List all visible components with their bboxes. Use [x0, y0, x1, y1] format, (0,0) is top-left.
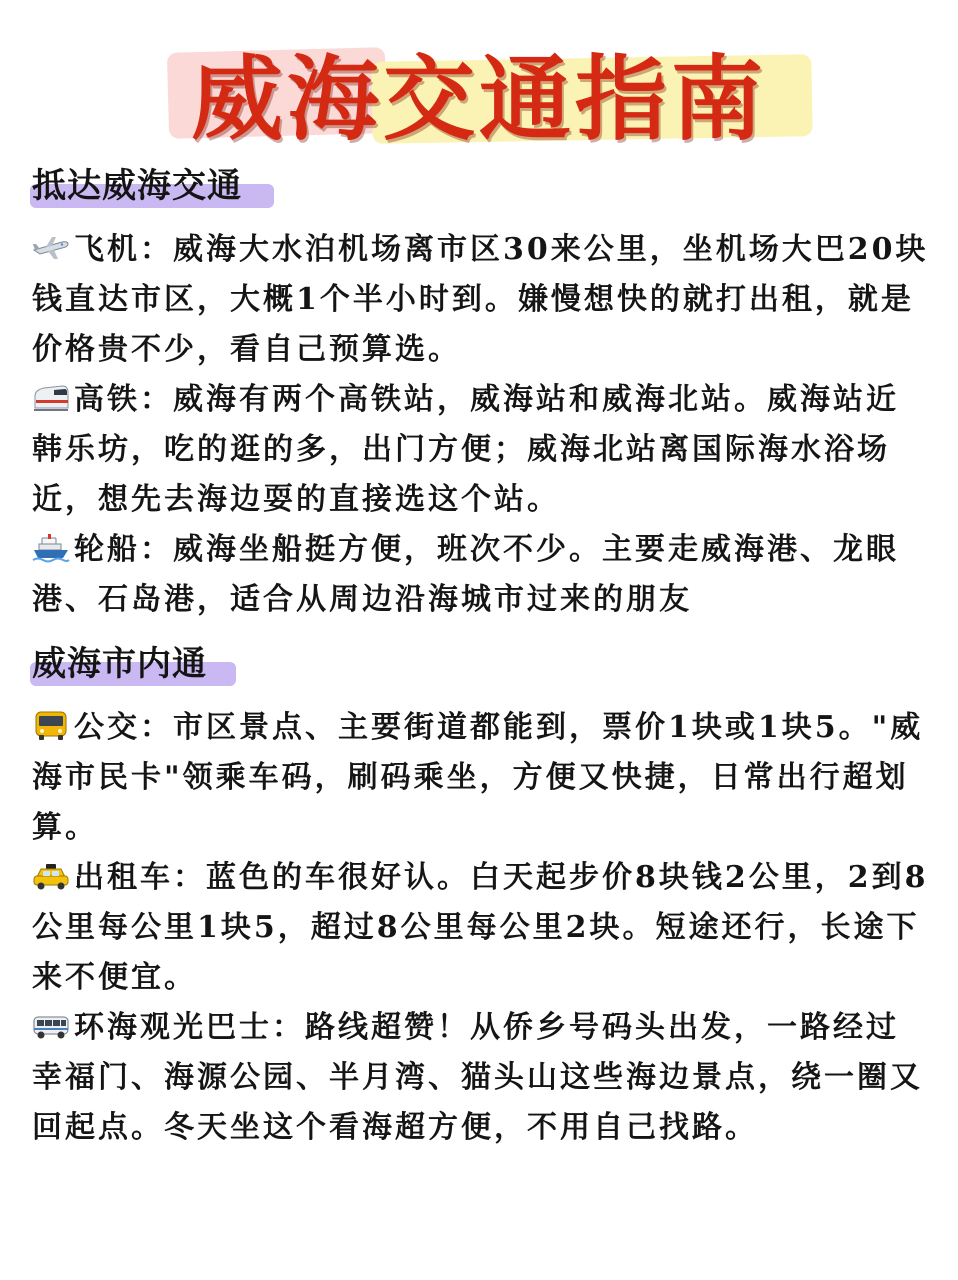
list-item-text: 高铁：威海有两个高铁站，威海站和威海北站。威海站近韩乐坊，吃的逛的多，出门方便；威海北站离国际海水浴场近，想先去海边耍的直接选这个站。 — [32, 382, 899, 517]
taxi-icon — [32, 860, 70, 892]
list-item-bus — [32, 703, 930, 853]
list-item-taxi — [32, 853, 930, 1003]
list-item-sightseeing-bus — [32, 1003, 930, 1153]
list-item-ship — [32, 525, 930, 625]
list-item-text: 出租车：蓝色的车很好认。白天起步价8块钱2公里，2到8公里每公里1块5，超过8公里每公里2块。短途还行，长途下来不便宜。 — [32, 860, 929, 995]
airplane-icon — [32, 232, 70, 264]
ship-icon — [32, 532, 70, 564]
list-item-text: 飞机：威海大水泊机场离市区30来公里，坐机场大巴20块钱直达市区，大概1个半小时到。嫌慢想快的就打出租，就是价格贵不少，看自己预算选。 — [32, 232, 929, 367]
list-item-text: 环海观光巴士：路线超赞！从侨乡号码头出发，一路经过幸福门、海源公园、半月湾、猫头山这些海边景点，绕一圈又回起点。冬天坐这个看海超方便，不用自己找路。 — [32, 1010, 923, 1145]
bus-icon — [32, 710, 70, 742]
section-heading-text: 抵达威海交通 — [32, 166, 242, 206]
minibus-icon — [32, 1010, 70, 1042]
list-item-text: 轮船：威海坐船挺方便，班次不少。主要走威海港、龙眼港、石岛港，适合从周边沿海城市过来的朋友 — [32, 532, 899, 617]
high-speed-train-icon — [32, 382, 70, 414]
list-item-high-speed-train — [32, 375, 930, 525]
section-heading-text: 威海市内通 — [32, 644, 207, 684]
page-title: 威海交通指南 — [190, 45, 767, 153]
list-item-text: 公交：市区景点、主要街道都能到，票价1块或1块5。"威海市民卡"领乘车码，刷码乘坐，方便又快捷，日常出行超划算。 — [32, 710, 924, 845]
title-banner — [0, 38, 958, 158]
list-item-airplane — [32, 225, 930, 375]
